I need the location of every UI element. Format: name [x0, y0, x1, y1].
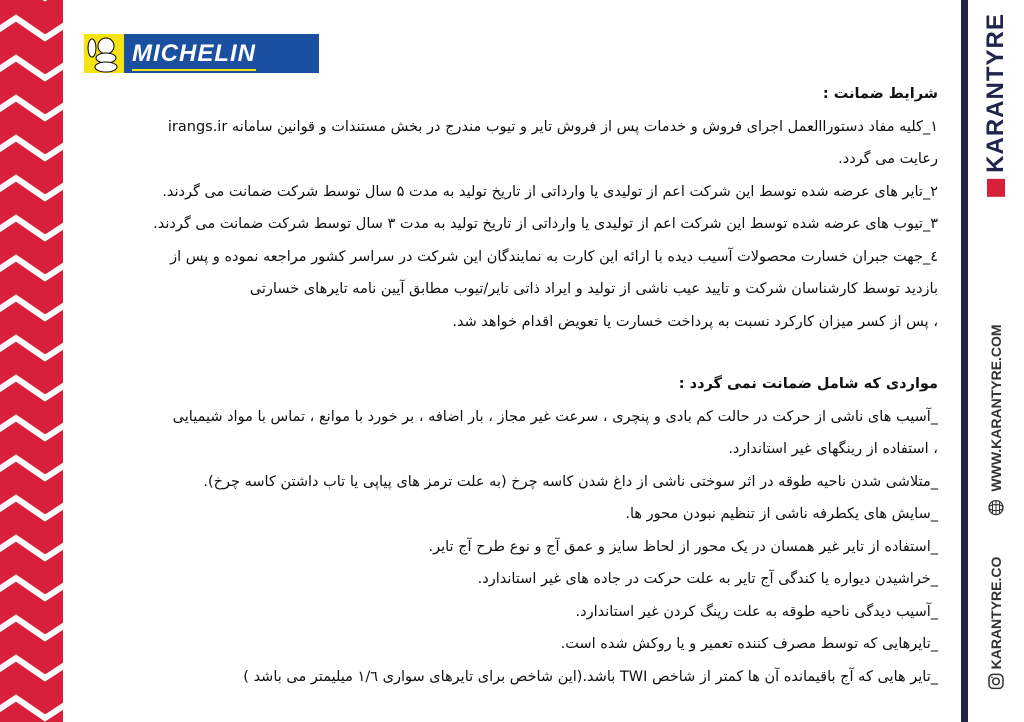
warranty-line: بازدید توسط کارشناسان شرکت و تایید عیب ناشی از تولید و ایراد ذاتی تایر/تیوب مطابق آیین نامه تایرهای خسارتی — [249, 281, 938, 297]
michelin-wordmark: MICHELIN — [132, 39, 256, 67]
warranty-line: رعایت می گردد. — [838, 151, 938, 167]
instagram-icon — [988, 673, 1004, 689]
exclusion-line: _تایرهایی که توسط مصرف کننده تعمیر و یا روکش شده است. — [560, 636, 938, 652]
warranty-line: ٤_جهت جبران خسارت محصولات آسیب دیده با ارائه این کارت به نمایندگان این شرکت در سراسر کشور مراجعه نموده و پس از — [170, 248, 938, 265]
website-link[interactable] — [988, 324, 1004, 515]
michelin-logo — [84, 34, 319, 73]
michelin-man-icon — [84, 34, 124, 73]
warranty-line: ۲_تایر های عرضه شده توسط این شرکت اعم از تولیدی یا وارداتی از تاریخ تولید به مدت ۵ سال توسط شرکت ضمانت می گردند. — [162, 183, 938, 200]
karantyre-wordmark: KARANTYRE — [982, 13, 1009, 173]
navy-divider — [961, 0, 968, 722]
warranty-line: ، پس از کسر میزان کارکرد نسبت به پرداخت خسارت یا تعویض اقدام خواهد شد. — [452, 313, 938, 330]
warranty-title: شرایط ضمانت : — [822, 86, 938, 102]
instagram-text: KARANTYRE.CO — [988, 556, 1004, 670]
exclusion-line: ، استفاده از رینگهای غیر استاندارد. — [728, 441, 938, 457]
karantyre-logo — [982, 13, 1010, 197]
website-text: WWW.KARANTYRE.COM — [988, 324, 1004, 492]
instagram-link[interactable] — [988, 557, 1004, 690]
exclusion-line: _استفاده از تایر غیر همسان در یک محور از لحاظ سایز و عمق آج و نوع طرح آج تایر. — [428, 538, 938, 555]
exclusion-line: _خراشیدن دیواره یا کندگی آج تایر به علت حرکت در جاده های غیر استاندارد. — [477, 571, 938, 587]
karantyre-mark-icon — [987, 179, 1005, 197]
warranty-text — [88, 78, 938, 693]
warranty-line: ۱_کلیه مفاد دستوراالعمل اجرای فروش و خدمات پس از فروش تایر و تیوب مندرج در بخش مستندات و قوانین سامانه irangs.ir — [167, 118, 938, 135]
exclusion-line: _سایش های یکطرفه ناشی از تنظیم نبودن محور ها. — [625, 506, 938, 522]
exclusion-line: _آسیب های ناشی از حرکت در حالت کم بادی و پنچری ، سرعت غیر مجاز ، بار اضافه ، بر خورد با موانع ، تماس با مواد شیمیایی — [172, 408, 938, 425]
warranty-line: ۳_تیوب های عرضه شده توسط این شرکت اعم از تولیدی یا وارداتی از تاریخ تولید به مدت ۳ سال توسط شرکت ضمانت می گردند. — [153, 216, 938, 232]
exclusion-line: _آسیب دیدگی ناحیه طوقه به علت رینگ کردن غیر استاندارد. — [575, 603, 938, 620]
brand-sidebar — [968, 0, 1024, 722]
chevron-decor-strip — [0, 0, 63, 722]
exclusion-line: _تایر هایی که آج باقیمانده آن ها کمتر از شاخص TWI باشد.(این شاخص برای تایرهای سواری ۱/٦ میلیمتر می باشد ) — [243, 668, 938, 685]
exclusions-title: مواردی که شامل ضمانت نمی گردد : — [678, 376, 938, 392]
exclusion-line: _متلاشی شدن ناحیه طوقه در اثر سوختی ناشی از داغ شدن کاسه چرخ (به علت ترمز های پیاپی یا تاب داشتن کاسه چرخ). — [203, 473, 938, 490]
globe-icon — [988, 500, 1004, 516]
